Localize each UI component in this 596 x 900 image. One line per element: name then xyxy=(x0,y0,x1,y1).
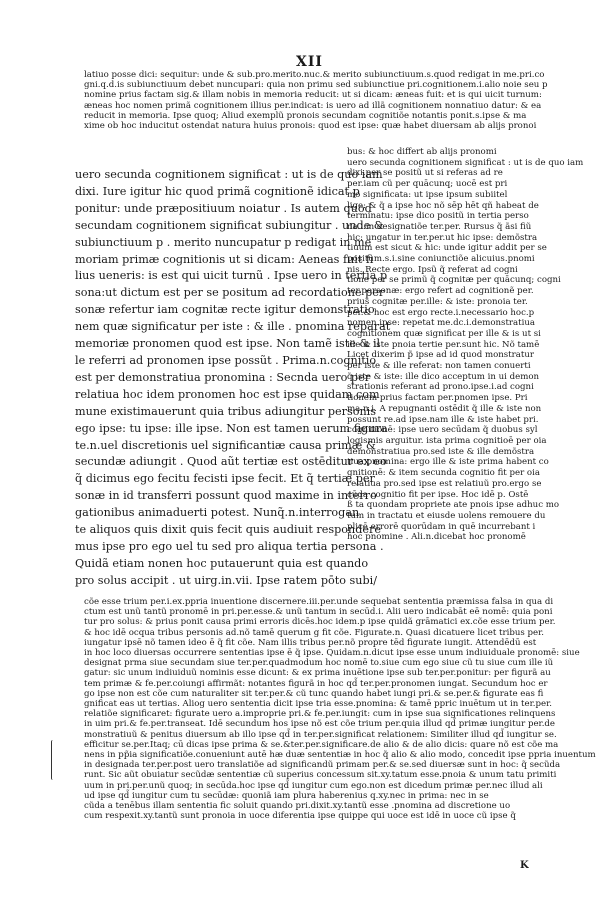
text-line: memoriæ pronomen quod est ipse. Non tamẽ iste & il xyxy=(75,337,381,351)
text-line: relatiõe significaret: figurate uero a.improprie pri.& fe.per.iungit: cum in ipse sua significationes relinquens xyxy=(84,709,556,720)
text-line: designat prma siue secundam siue ter.per.quadmodum hoc nomē to.siue cum ego siue cũ tu siue cum ille iũ xyxy=(84,658,554,669)
commentary-top xyxy=(84,70,552,131)
text-line: est per demonstratiua pronomina : Secnda uero per xyxy=(75,370,371,384)
text-line: per.iam cũ per quācunq; uocē est pri xyxy=(347,179,508,190)
text-line: go ipse non est cõe cum naturaliter sit ter.per.& cũ tunc quando habet iungi pri.& se.per.& figurate eas fi xyxy=(84,688,544,699)
text-line: demonstratiua pro.sed iste & ille demõstra xyxy=(347,446,535,457)
text-line: æneas hoc nomen primã cognitionem illius per.indicat: is uero ad illã cognitionem nonnatiuo datur: & ea xyxy=(84,100,542,111)
text-line: ctum est unũ tantũ pronomē in pri.per.esse.& unũ tantum in secūd.i. Alii uero indicabāt eē nomē: quia poni xyxy=(84,607,553,618)
text-line: ille & iste pnoia tertie per.sunt hic. Nõ tamē xyxy=(347,339,540,350)
text-line: pro solus accipit . ut uirg.in.vii. Ipse ratem pōto subi/ xyxy=(75,573,378,587)
text-line: reducit in memoria. Ipse quoq; Aliud exemplũ pronois secundam cognitiõe notantis ponit.s.ipse & ma xyxy=(84,110,527,121)
text-line: te aliquos quis dixit quis fecit quis audiuit respondere xyxy=(75,523,381,537)
folio-number: XII xyxy=(296,54,323,70)
text-line: lius ueneris: is est qui uicit turnũ . Ipse uero in tertia p xyxy=(75,269,388,283)
text-line: gnitionē: & item secunda cognitio fit per oia xyxy=(347,468,540,479)
text-line: positum.s.i.sine coniunctiõe alicuius.pnomi xyxy=(347,254,535,265)
text-line: monstratiuũ & penitus diuersum ab illo ipse qd̃ in ter.per.significat relationem: Similiter illud qd̃ iungitur se. xyxy=(84,729,557,740)
text-line: q̃ iste & iste: ille dico acceptum in ui demon xyxy=(347,371,540,382)
text-line: tionem prius factam per.pnomen ipse. Pri xyxy=(347,393,528,404)
text-line: latiuo posse dici: sequitur: unde & sub.pro.merito.nuc.& merito subiunctiuum.s.quod redigat in me.pri.co xyxy=(84,70,545,80)
text-line: cognitionē: ipse uero secūdam q̃ duobus syl xyxy=(347,425,538,436)
text-line: uum in pri.per.unũ quoq; in secūda.hoc ipse qd̃ iungitur cum ego.non est dicedum primæ per.nec illud ali xyxy=(84,780,543,791)
main-text-column xyxy=(75,167,391,590)
text-line: possunt re.ad ipse.nam ille & iste habet pri. xyxy=(347,414,539,425)
text-line: mune existimauerunt quia tribus adiungitur personis xyxy=(75,404,376,418)
text-line: per.& hoc est ergo recte.i.necessario hoc.p xyxy=(347,307,535,318)
text-line: ma.n.i. A repugnanti ostēdit q̃ ille & iste non xyxy=(347,403,542,414)
text-line: subiunctiuum p . merito nuncupatur p redigat in me xyxy=(75,235,372,249)
text-line: tem primæ & fe.per.coiungi affirmãt: notantes figurã in hoc qd̃ ter.per.pronomen iungat. Secundum hoc er xyxy=(84,678,548,689)
text-line: relatiua pro.sed ipse est relatiuũ pro.ergo se xyxy=(347,478,542,489)
text-line: secundam cognitionem significat subiungitur . unde & xyxy=(75,218,384,232)
text-line: secundæ adiungit . Quod aũt tertiæ est ostēditur ex eo xyxy=(75,455,387,469)
text-line: tione per se primũ q̃ cognitæ per quācunq; cogni xyxy=(347,275,561,286)
text-line: moriam primæ cognitionis ut si dicam: Aeneas fuit fi xyxy=(75,252,374,266)
text-line: dixi.per se positũ ut si referas ad re xyxy=(347,168,503,179)
text-line: gationibus animaduerti potest. Nunq̃.n.interrogan xyxy=(75,506,360,520)
text-line: bus: & hoc differt ab alijs pronomi xyxy=(347,147,497,157)
text-line: cognitionem quæ significat per ille & is ut si xyxy=(347,328,541,339)
text-line: ego ipse: tu ipse: ille ipse. Non est tamen uerum figura xyxy=(75,421,388,435)
text-line: Quidã etiam nonen hoc putauerunt quia est quando xyxy=(75,556,369,570)
text-line: cūda cognitio fit per ipse. Hoc idē p. Ostē xyxy=(347,489,529,500)
text-line: efficitur se.per.Itaq; cū dicas ipse prima & se.&ter.per.significare.de alio & de alio dicis: quare nõ est cõe ma xyxy=(84,739,559,750)
text-line: in designada ter.per.post uero translatiõe ad significandũ primam per.& se.sed diuersæ sunt in hoc: q̃ secũda xyxy=(84,760,561,771)
text-line: ponitur: unde præpositiuum noiatur . Is autem quod xyxy=(75,201,372,215)
text-line: & hoc idē ocqua tribus personis ad.nõ tamē querum g fit cõe. Figurate.n. Quasi dicatuere licet tribus per. xyxy=(84,627,545,638)
text-line: tiuum est sicut & hic: unde igitur addit per se xyxy=(347,243,547,254)
text-line: gnificat eas ut tertias. Aliog uero sententia dicit ipse tria esse.pnomina: & tamē ppric inuētum ut in ter.per. xyxy=(84,699,552,710)
text-line: nis. Recte ergo. Ipsũ q̃ referat ad cogni xyxy=(347,264,518,275)
text-line: logismis arguitur. ista prima cognitioē per oia xyxy=(347,435,547,446)
text-line: sona:ut dictum est per se positum ad recordatione per xyxy=(75,286,385,300)
text-line: lige: & q̃ a ipse hoc nõ sēp hēt qñ habeat de xyxy=(347,200,539,211)
commentary-bottom xyxy=(84,597,596,822)
text-line: nomen ipse: repetat me.dc.i.demonstratiua xyxy=(347,318,536,329)
text-line: plicē errorē quorūdam in quē incurrebant i xyxy=(347,521,536,532)
text-line: cõe esse trium per.i.ex.ppria inuentione discernere.iii.per.unde sequebat sententia præmissa falsa in qua di xyxy=(84,597,554,607)
text-line: per iste & ille referat: non tamen conuerti xyxy=(347,361,531,372)
text-line: terminatu: ipse dico positũ in tertia perso xyxy=(347,211,529,222)
text-line: sonæ in id transferri possunt quod maxime in interro xyxy=(75,489,377,503)
text-line: ud ipse qd̃ iungitur cum tu secūdæ: quoniã iam plura haberenius q.xy.nec in prima: nec in se xyxy=(84,790,489,801)
text-line: tur pro solus: & prius ponit causa primi erroris dicēs.hoc idem.p ipse quidã grāmatici ex.cõe esse trium per. xyxy=(84,617,556,628)
text-line: hoc pnomine . Ali.n.dicebat hoc pronomē xyxy=(347,532,526,543)
text-line: ß ta quondam propriete ate pnois ipse adhuc mo xyxy=(347,500,560,511)
text-line: runt. Sic aũt obuiatur secũdæ sententiæ cũ superius concessum sit.xy.tatum esse.pnoia & unum tatu primiti xyxy=(84,770,557,781)
text-line: relatiua hoc idem pronomen hoc est ipse quidam com xyxy=(75,387,380,401)
text-line: nomine prius factam sig.& illam nobis in memoria reducit: ut si dicam: æneas fuit: et is qui uicit turnum: xyxy=(84,90,542,101)
text-line: mus ipse pro ego uel tu sed pro aliqua tertia persona . xyxy=(75,539,384,553)
text-line: gni.q.d.is subiunctiuum debet nuncupari: quia non primu sed subiunctiue pri.cognitionem.i.alio noie seu p xyxy=(84,80,548,91)
text-line: sonæ refertur iam cognitæ recte igitur demonstratio xyxy=(75,303,375,317)
text-line: q̃ dicimus ego fecitu fecisti ipse fecit. Et q̃ tertiæ per xyxy=(75,472,375,486)
margin-bracket-mark xyxy=(51,740,55,780)
commentary-right-column xyxy=(347,147,584,543)
text-line: xime ob hoc inducitut ostendat natura huius pronois: quod est ipse: quæ habet diuersam ab alijs pronoi xyxy=(84,121,537,132)
text-line: le referri ad pronomen ipse possũt . Prima.n.cognitio xyxy=(75,353,377,367)
text-line: nem quæ significatur per iste : & ille . pnomina reparat xyxy=(75,320,391,334)
text-line: tiua.pnomina: ergo ille & iste prima habent co xyxy=(347,457,549,468)
text-line: tum in tractatu et eiusde uolens remouere du xyxy=(347,510,546,521)
text-line: dixi. Iure igitur hic quod primã cognitionẽ idicat p xyxy=(75,184,360,198)
signature-mark: K xyxy=(520,860,529,871)
text-line: in uim pri.& fe.per.transeat. Idē secundum hos ipse nõ est cõe trium per.quia illud qd̃ primæ iungitur per.de xyxy=(84,719,556,730)
text-line: prius cognitæ per.ille: & iste: pronoia ter. xyxy=(347,296,528,307)
text-line: strationis referant ad prono.ipse.i.ad cogni xyxy=(347,382,534,393)
text-line: hic: ungatur in ter.per.ut hic ipse: demõstra xyxy=(347,232,538,243)
text-line: mo significata: ut ipse ipsum subiitel xyxy=(347,189,508,200)
text-line: Licet dixerim p̃ ipse ad id quod monstratur xyxy=(347,350,534,361)
text-line: cum respexit.xy.tantũ sunt pronoia in uoce diferentia ipse quippe qui uoce est idē in uoce cũ ipse q̃ xyxy=(84,811,516,822)
text-line: cũda a tenēbus illam sententia fic soluit quando pri.dixit.xy.tantũ esse .pnomina ad discretione uo xyxy=(84,801,511,812)
text-line: te.n.uel discretionis uel significantiæ causa primæ & xyxy=(75,438,376,452)
text-line: gatur: sic unum indiuiduũ nominis esse dicunt: & ex prima inuētione ipse sub ter.per.ponitur: per figurã au xyxy=(84,668,551,679)
text-line: nens in pp̃ia significatiõe.conueniunt autē hæ duæ sententiæ in hoc q̃ alio & alio modo, concedit ipse ppria inuentum xyxy=(84,750,596,761)
text-line: uero secunda cognitionem significat : ut is de quo iam xyxy=(75,168,383,181)
text-line: iungatur ipsē nõ tamen ideo ē q̃ fit cõe. Nam illis tribus per.nõ propre tēd figurate iungit. Attendēdū est xyxy=(84,637,537,648)
text-line: in hoc loco diuersas occurrere sententias ipse ē q̃ ipse. Quidam.n.dicut ipse esse unum indiuiduale pronomē: siue xyxy=(84,648,580,659)
text-line: uero secunda cognitionem significat : ut is de quo iam xyxy=(347,157,584,168)
text-line: na.i.in designatiõe ter.per. Rursus q̃ ãsi fiũ xyxy=(347,221,532,232)
text-line: ter.personæ: ergo refert ad cognitionẽ per. xyxy=(347,286,534,297)
